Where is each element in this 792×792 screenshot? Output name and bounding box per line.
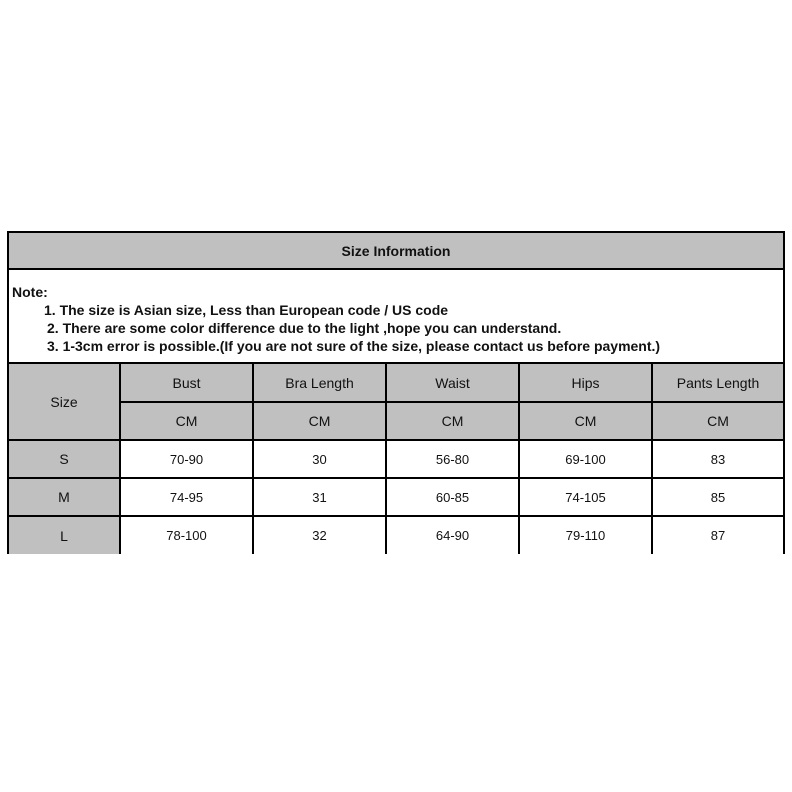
table-cell: 60-85 bbox=[386, 478, 519, 516]
unit-cell-bra-length: CM bbox=[253, 402, 386, 440]
note-line-3: 3. 1-3cm error is possible.(If you are not sure of the size, please contact us before payment.) bbox=[47, 338, 661, 354]
column-header-bust: Bust bbox=[120, 364, 253, 402]
table-row bbox=[9, 516, 783, 554]
title-text: Size Information bbox=[341, 242, 451, 259]
unit-cell-waist: CM bbox=[386, 402, 519, 440]
table-cell: 78-100 bbox=[120, 516, 253, 554]
unit-row bbox=[9, 402, 783, 440]
table-cell: 85 bbox=[652, 478, 783, 516]
table-cell: 74-95 bbox=[120, 478, 253, 516]
table-row bbox=[9, 440, 783, 478]
column-header-bra-length: Bra Length bbox=[253, 364, 386, 402]
size-chart-title bbox=[9, 233, 783, 270]
size-cell: S bbox=[9, 440, 120, 478]
table-cell: 74-105 bbox=[519, 478, 652, 516]
table-cell: 83 bbox=[652, 440, 783, 478]
table-cell: 31 bbox=[253, 478, 386, 516]
table-cell: 56-80 bbox=[386, 440, 519, 478]
note-heading: Note: bbox=[12, 284, 48, 300]
column-header-hips: Hips bbox=[519, 364, 652, 402]
column-header-waist: Waist bbox=[386, 364, 519, 402]
table-cell: 64-90 bbox=[386, 516, 519, 554]
unit-cell-pants-length: CM bbox=[652, 402, 783, 440]
table-cell: 79-110 bbox=[519, 516, 652, 554]
unit-cell-bust: CM bbox=[120, 402, 253, 440]
size-cell: M bbox=[9, 478, 120, 516]
table-cell: 70-90 bbox=[120, 440, 253, 478]
column-header-pants-length: Pants Length bbox=[652, 364, 783, 402]
size-cell: L bbox=[9, 516, 120, 554]
size-header-cell bbox=[9, 364, 120, 440]
unit-cell-hips: CM bbox=[519, 402, 652, 440]
table-cell: 87 bbox=[652, 516, 783, 554]
size-chart bbox=[7, 231, 785, 554]
header-row bbox=[9, 364, 783, 402]
note-line-1: 1. The size is Asian size, Less than European code / US code bbox=[44, 302, 449, 318]
table-cell: 32 bbox=[253, 516, 386, 554]
size-table bbox=[9, 364, 783, 554]
note-section bbox=[9, 270, 783, 364]
size-header-label: Size bbox=[50, 393, 78, 410]
table-row bbox=[9, 478, 783, 516]
note-line-2: 2. There are some color difference due to the light ,hope you can understand. bbox=[47, 320, 562, 336]
table-cell: 30 bbox=[253, 440, 386, 478]
table-cell: 69-100 bbox=[519, 440, 652, 478]
